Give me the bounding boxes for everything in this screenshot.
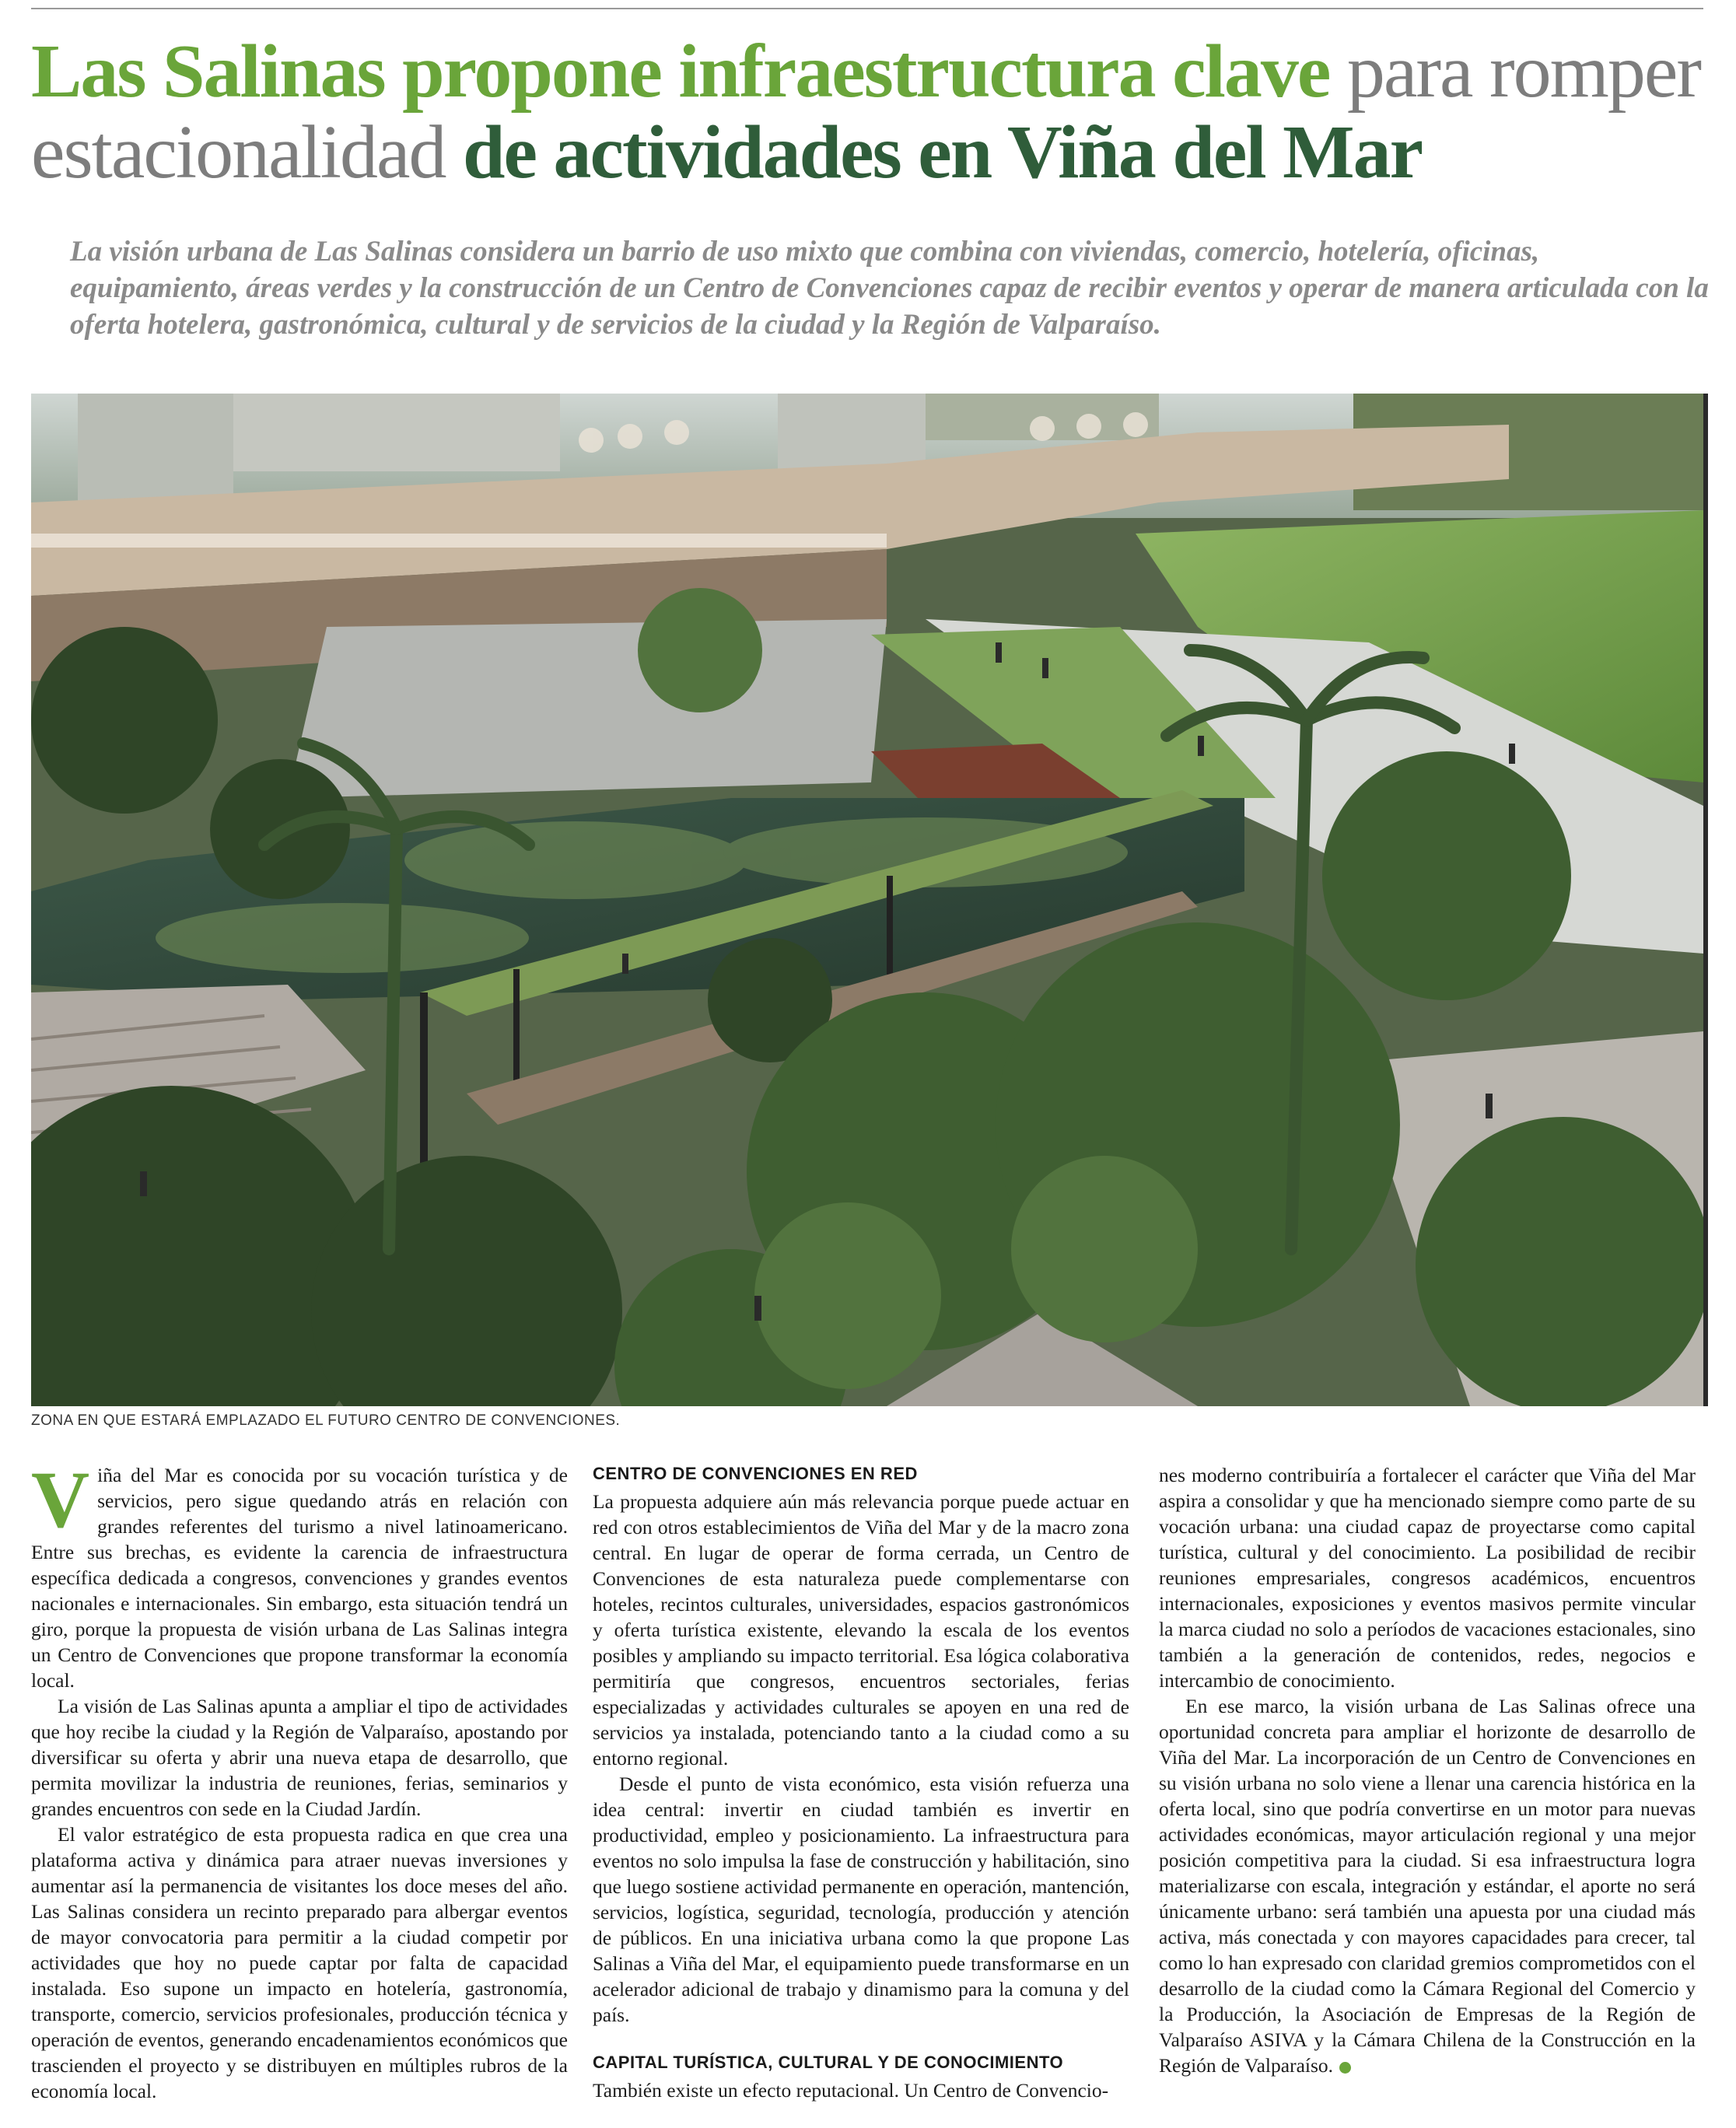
photo-caption: ZONA EN QUE ESTARÁ EMPLAZADO EL FUTURO CENTRO DE CONVENCIONES.: [31, 1412, 621, 1429]
paragraph: nes moderno contribuiría a fortalecer el carácter que Viña del Mar aspira a consolidar y que ha mencionado siempre como parte de su vocación urbana: una ciudad capaz de proyectarse como capital turística, cultural y del conocimiento. La posibilidad de recibir reuniones empresariales, congresos académicos, encuentros internacionales, exposiciones y eventos masivos permite vincular la marca ciudad no solo a períodos de vacaciones estacionales, sino también a la generación de contenidos, redes, negocios e intercambio de conocimiento.: [1159, 1464, 1696, 1692]
rendering-illustration: [31, 394, 1703, 1406]
deck: La visión urbana de Las Salinas considera un barrio de uso mixto que combina con viviendas, comercio, hotelería, oficinas, equipamiento, áreas verdes y la construcción de un Centro de Convenciones capaz de recibir eventos y operar de manera articulada con la oferta hotelera, gastronómica, cultural y de servicios de la ciudad y la Región de Valparaíso.: [70, 236, 1709, 341]
article-column-1: [31, 1455, 568, 2104]
paragraph: El valor estratégico de esta propuesta radica en que crea una plataforma activa y dinámica para atraer nuevas inversiones y aumentar así la permanencia de visitantes los doce meses del año. Las Salinas considera un recinto preparado para albergar eventos de mayor convocatoria para permitir a la ciudad competir por actividades que hoy no puede captar por falta de capacidad instalada. Eso supone un impacto en hotelería, gastronomía, transporte, comercio, servicios profesionales, producción técnica y operación de eventos, generando encadenamientos económicos que trascienden el proyecto y se distribuyen en múltiples rubros de la economía local.: [31, 1823, 568, 2102]
paragraph-text: En ese marco, la visión urbana de Las Salinas ofrece una oportunidad concreta para ampliar el horizonte de desarrollo de Viña del Mar. La incorporación de un Centro de Convenciones en su visión urbana no solo viene a llenar una carencia histórica en la oferta local, sino que podría convertirse en un motor para nuevas actividades económicas, mayor articulación regional y una mejor posición competitiva para la ciudad. Si esa infraestructura logra materializarse con escala, integración y estándar, el aporte no será únicamente urbano: será también una apuesta por una ciudad más activa, más conectada y con mayores capacidades para crecer, tal como lo han expresado con claridad gremios comprometidos con el desarrollo de la ciudad como la Cámara Regional del Comercio y la Producción, la Asociación de Empresas de la Región de Valparaíso ASIVA y la Cámara Chilena de la Construcción en la Región de Valparaíso.: [1159, 1695, 1696, 2077]
headline-part-1: Las Salinas propone infraestructura clave: [31, 30, 1330, 114]
paragraph: [31, 1455, 568, 1693]
subhead-centro-convenciones: CENTRO DE CONVENCIONES EN RED: [593, 1464, 918, 1483]
article-column-2: [593, 1462, 1129, 2103]
subhead-capital-turistica: CAPITAL TURÍSTICA, CULTURAL Y DE CONOCIMIENTO: [593, 2053, 1064, 2072]
paragraph: La visión de Las Salinas apunta a ampliar el tipo de actividades que hoy recibe la ciudad y la Región de Valparaíso, apostando por diversificar su oferta y abrir una nueva etapa de desarrollo, que permita movilizar la industria de reuniones, ferias, seminarios y grandes encuentros con sede en la Ciudad Jardín.: [31, 1695, 568, 1820]
dropcap: V: [31, 1455, 90, 1545]
paragraph: [1159, 1693, 1696, 2078]
headline-part-2: para romper estacionalidad: [31, 30, 1700, 194]
headline: [31, 31, 1711, 193]
paragraph: La propuesta adquiere aún más relevancia porque puede actuar en red con otros establecimientos de Viña del Mar y de la macro zona central. En lugar de operar de forma cerrada, un Centro de Convenciones de esta naturaleza puede complementarse con hoteles, recintos culturales, universidades, espacios gastronómicos y oferta turística existente, elevando la escala de los eventos posibles y ampliando su impacto territorial. Esa lógica colaborativa permitiría que congresos, encuentros sectoriales, ferias especializadas y actividades culturales se apoyen en una red de servicios ya instalada, potenciando tanto a la ciudad como a su entorno regional.: [593, 1490, 1129, 1769]
end-mark-icon: [1339, 2062, 1351, 2074]
headline-part-3: de actividades en Viña del Mar: [463, 110, 1423, 194]
top-rule: [31, 8, 1703, 9]
paragraph: También existe un efecto reputacional. Un Centro de Convencio-: [593, 2079, 1109, 2102]
paragraph: Desde el punto de vista económico, esta visión refuerza una idea central: invertir en ciudad también es invertir en productividad, empleo y posicionamiento. La infraestructura para eventos no solo impulsa la fase de construcción y habilitación, sino que luego sostiene actividad permanente en operación, mantención, servicios, logística, seguridad, tecnología, producción y atención de públicos. En una iniciativa urbana como la que propone Las Salinas a Viña del Mar, el equipamiento puede transformarse en un acelerador adicional de trabajo y dinamismo para la comuna y del país.: [593, 1773, 1129, 2026]
paragraph-text: iña del Mar es conocida por su vocación turística y de servicios, pero sigue quedando atrás en relación con grandes referentes del turismo a nivel latinoamericano. Entre sus brechas, es evidente la carencia de infraestructura específica dedicada a congresos, convenciones y grandes eventos nacionales e internacionales. Sin embargo, esta situación tendrá un giro, porque la propuesta de visión urbana de Las Salinas integra un Centro de Convenciones que propone transformar la economía local.: [31, 1464, 568, 1692]
photo-edge: [1703, 394, 1708, 1406]
article-column-3: [1159, 1462, 1696, 2078]
rendering-photo: [31, 394, 1703, 1406]
